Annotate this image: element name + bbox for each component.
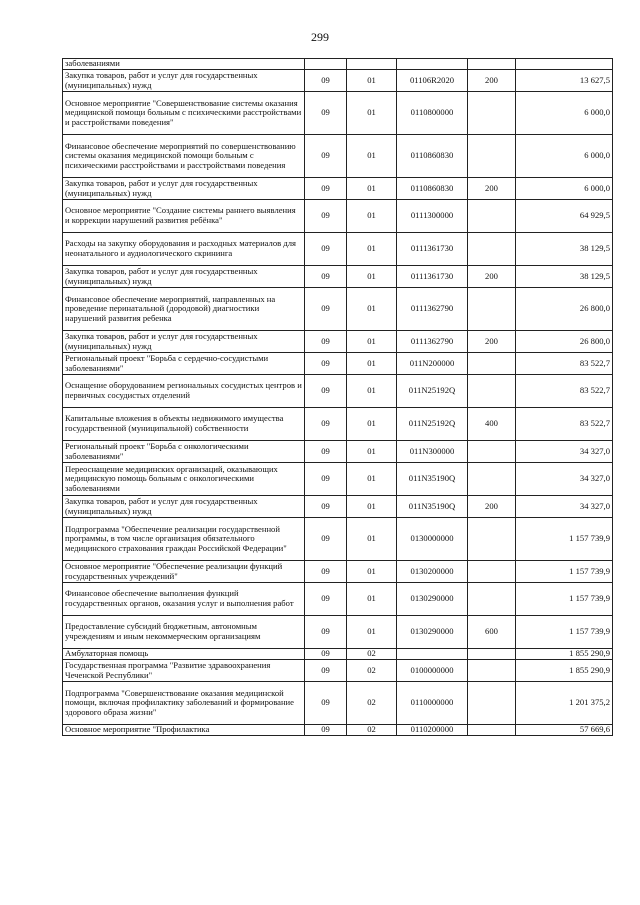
cell-name: Финансовое обеспечение выполнения функций государственных органов, оказания услуг и выполнения работ — [63, 583, 305, 616]
cell-subsection: 01 — [347, 200, 397, 233]
table-row — [63, 375, 613, 408]
cell-subsection: 01 — [347, 441, 397, 463]
cell-expense-type — [468, 353, 516, 375]
cell-name: Закупка товаров, работ и услуг для государственных (муниципальных) нужд — [63, 70, 305, 92]
cell-expense-type: 200 — [468, 496, 516, 518]
cell-amount: 1 201 375,2 — [516, 682, 613, 725]
table-row — [63, 583, 613, 616]
table-row — [63, 463, 613, 496]
cell-section: 09 — [305, 178, 347, 200]
cell-subsection: 01 — [347, 178, 397, 200]
cell-subsection: 01 — [347, 92, 397, 135]
table-row — [63, 353, 613, 375]
cell-subsection: 02 — [347, 725, 397, 736]
cell-target-code: 011N35190Q — [397, 496, 468, 518]
budget-table-body — [63, 59, 613, 736]
cell-target-code: 0100000000 — [397, 660, 468, 682]
cell-name: Переоснащение медицинских организаций, оказывающих медицинскую помощь больным с онкологическими заболеваниями — [63, 463, 305, 496]
cell-section: 09 — [305, 725, 347, 736]
cell-section: 09 — [305, 408, 347, 441]
cell-expense-type — [468, 59, 516, 70]
cell-expense-type — [468, 649, 516, 660]
table-row — [63, 682, 613, 725]
cell-amount: 1 157 739,9 — [516, 583, 613, 616]
cell-amount: 1 855 290,9 — [516, 649, 613, 660]
cell-expense-type: 200 — [468, 178, 516, 200]
cell-subsection: 01 — [347, 583, 397, 616]
cell-section: 09 — [305, 200, 347, 233]
table-row — [63, 518, 613, 561]
cell-amount: 1 157 739,9 — [516, 616, 613, 649]
cell-section: 09 — [305, 441, 347, 463]
cell-section: 09 — [305, 649, 347, 660]
cell-amount: 83 522,7 — [516, 408, 613, 441]
cell-target-code: 011N300000 — [397, 441, 468, 463]
cell-subsection: 01 — [347, 496, 397, 518]
cell-amount: 1 855 290,9 — [516, 660, 613, 682]
cell-amount — [516, 59, 613, 70]
cell-target-code: 01106R2020 — [397, 70, 468, 92]
cell-section: 09 — [305, 233, 347, 266]
cell-subsection: 01 — [347, 518, 397, 561]
table-row — [63, 616, 613, 649]
cell-expense-type — [468, 725, 516, 736]
cell-amount: 34 327,0 — [516, 496, 613, 518]
table-row — [63, 135, 613, 178]
cell-amount: 26 800,0 — [516, 331, 613, 353]
cell-expense-type: 200 — [468, 331, 516, 353]
cell-target-code: 0111362790 — [397, 331, 468, 353]
cell-subsection: 01 — [347, 616, 397, 649]
cell-section: 09 — [305, 288, 347, 331]
table-row — [63, 288, 613, 331]
cell-target-code: 011N25192Q — [397, 408, 468, 441]
cell-amount: 83 522,7 — [516, 375, 613, 408]
page-number: 299 — [311, 30, 329, 44]
table-row — [63, 233, 613, 266]
cell-name: Подпрограмма "Совершенствование оказания медицинской помощи, включая профилактику заболеваний и формирование здорового образа жизни" — [63, 682, 305, 725]
cell-name: заболеваниями — [63, 59, 305, 70]
cell-name: Основное мероприятие "Создание системы раннего выявления и коррекции нарушений развития ребёнка" — [63, 200, 305, 233]
cell-expense-type — [468, 92, 516, 135]
cell-target-code: 0130290000 — [397, 583, 468, 616]
cell-amount: 6 000,0 — [516, 135, 613, 178]
cell-target-code: 011N25192Q — [397, 375, 468, 408]
cell-expense-type — [468, 518, 516, 561]
cell-expense-type — [468, 682, 516, 725]
cell-subsection: 01 — [347, 233, 397, 266]
cell-name: Капитальные вложения в объекты недвижимого имущества государственной (муниципальной) собственности — [63, 408, 305, 441]
cell-expense-type — [468, 441, 516, 463]
table-row — [63, 92, 613, 135]
cell-expense-type — [468, 463, 516, 496]
cell-subsection: 02 — [347, 682, 397, 725]
budget-table — [62, 58, 613, 736]
cell-amount: 1 157 739,9 — [516, 561, 613, 583]
cell-section: 09 — [305, 331, 347, 353]
table-row — [63, 660, 613, 682]
cell-expense-type — [468, 583, 516, 616]
cell-section: 09 — [305, 660, 347, 682]
cell-section: 09 — [305, 561, 347, 583]
cell-subsection: 01 — [347, 331, 397, 353]
cell-name: Амбулаторная помощь — [63, 649, 305, 660]
cell-subsection: 02 — [347, 649, 397, 660]
cell-expense-type — [468, 561, 516, 583]
cell-section: 09 — [305, 353, 347, 375]
table-row — [63, 331, 613, 353]
cell-amount: 38 129,5 — [516, 266, 613, 288]
cell-name: Государственная программа "Развитие здравоохранения Чеченской Республики" — [63, 660, 305, 682]
cell-amount: 13 627,5 — [516, 70, 613, 92]
cell-amount: 34 327,0 — [516, 463, 613, 496]
cell-section: 09 — [305, 92, 347, 135]
cell-expense-type — [468, 200, 516, 233]
cell-name: Основное мероприятие "Профилактика — [63, 725, 305, 736]
cell-section: 09 — [305, 70, 347, 92]
cell-subsection: 01 — [347, 70, 397, 92]
cell-amount: 26 800,0 — [516, 288, 613, 331]
cell-subsection: 01 — [347, 135, 397, 178]
cell-target-code: 0130290000 — [397, 616, 468, 649]
cell-section: 09 — [305, 583, 347, 616]
cell-name: Предоставление субсидий бюджетным, автономным учреждениям и иным некоммерческим организациям — [63, 616, 305, 649]
cell-name: Закупка товаров, работ и услуг для государственных (муниципальных) нужд — [63, 178, 305, 200]
cell-target-code — [397, 59, 468, 70]
cell-target-code: 0110200000 — [397, 725, 468, 736]
cell-amount: 57 669,6 — [516, 725, 613, 736]
cell-amount: 64 929,5 — [516, 200, 613, 233]
cell-target-code: 0130000000 — [397, 518, 468, 561]
cell-target-code: 0111362790 — [397, 288, 468, 331]
cell-section: 09 — [305, 518, 347, 561]
cell-expense-type: 200 — [468, 70, 516, 92]
cell-target-code: 0111361730 — [397, 233, 468, 266]
cell-target-code: 0110000000 — [397, 682, 468, 725]
cell-target-code: 0111361730 — [397, 266, 468, 288]
cell-target-code: 011N200000 — [397, 353, 468, 375]
cell-section: 09 — [305, 496, 347, 518]
cell-name: Закупка товаров, работ и услуг для государственных (муниципальных) нужд — [63, 496, 305, 518]
table-row — [63, 200, 613, 233]
cell-target-code: 0110860830 — [397, 135, 468, 178]
cell-amount: 6 000,0 — [516, 92, 613, 135]
cell-section: 09 — [305, 616, 347, 649]
cell-subsection: 01 — [347, 463, 397, 496]
cell-expense-type — [468, 375, 516, 408]
cell-amount: 6 000,0 — [516, 178, 613, 200]
cell-expense-type: 400 — [468, 408, 516, 441]
cell-target-code: 0110860830 — [397, 178, 468, 200]
cell-subsection — [347, 59, 397, 70]
cell-section: 09 — [305, 135, 347, 178]
table-row — [63, 70, 613, 92]
cell-target-code — [397, 649, 468, 660]
cell-name: Подпрограмма "Обеспечение реализации государственной программы, в том числе организация обязательного медицинского страхования граждан Российской Федерации" — [63, 518, 305, 561]
cell-target-code: 0111300000 — [397, 200, 468, 233]
cell-target-code: 0110800000 — [397, 92, 468, 135]
cell-section: 09 — [305, 682, 347, 725]
cell-subsection: 01 — [347, 266, 397, 288]
cell-name: Основное мероприятие "Совершенствование системы оказания медицинской помощи больным с психическими расстройствами и расстройствами поведения" — [63, 92, 305, 135]
cell-amount: 38 129,5 — [516, 233, 613, 266]
cell-expense-type: 600 — [468, 616, 516, 649]
table-row — [63, 441, 613, 463]
table-row — [63, 266, 613, 288]
cell-subsection: 01 — [347, 353, 397, 375]
cell-expense-type: 200 — [468, 266, 516, 288]
cell-expense-type — [468, 288, 516, 331]
cell-name: Расходы на закупку оборудования и расходных материалов для неонатального и аудиологического скрининга — [63, 233, 305, 266]
cell-expense-type — [468, 660, 516, 682]
cell-target-code: 011N35190Q — [397, 463, 468, 496]
cell-section: 09 — [305, 266, 347, 288]
cell-name: Оснащение оборудованием региональных сосудистых центров и первичных сосудистых отделений — [63, 375, 305, 408]
cell-name: Региональный проект "Борьба с онкологическими заболеваниями" — [63, 441, 305, 463]
cell-subsection: 01 — [347, 408, 397, 441]
cell-subsection: 01 — [347, 288, 397, 331]
table-row — [63, 561, 613, 583]
cell-name: Основное мероприятие "Обеспечение реализации функций государственных учреждений" — [63, 561, 305, 583]
cell-name: Финансовое обеспечение мероприятий по совершенствованию системы оказания медицинской помощи больным с психическими расстройствами и расстройствами поведения — [63, 135, 305, 178]
cell-section: 09 — [305, 375, 347, 408]
table-row — [63, 178, 613, 200]
table-row — [63, 725, 613, 736]
cell-amount: 1 157 739,9 — [516, 518, 613, 561]
cell-amount: 34 327,0 — [516, 441, 613, 463]
cell-name: Закупка товаров, работ и услуг для государственных (муниципальных) нужд — [63, 331, 305, 353]
cell-subsection: 01 — [347, 561, 397, 583]
cell-amount: 83 522,7 — [516, 353, 613, 375]
cell-section: 09 — [305, 463, 347, 496]
cell-subsection: 01 — [347, 375, 397, 408]
cell-expense-type — [468, 135, 516, 178]
cell-target-code: 0130200000 — [397, 561, 468, 583]
cell-section — [305, 59, 347, 70]
table-row — [63, 59, 613, 70]
table-row — [63, 496, 613, 518]
cell-expense-type — [468, 233, 516, 266]
table-row — [63, 649, 613, 660]
cell-name: Финансовое обеспечение мероприятий, направленных на проведение перинатальной (дородовой) диагностики нарушений развития ребенка — [63, 288, 305, 331]
cell-name: Закупка товаров, работ и услуг для государственных (муниципальных) нужд — [63, 266, 305, 288]
cell-name: Региональный проект "Борьба с сердечно-сосудистыми заболеваниями" — [63, 353, 305, 375]
table-row — [63, 408, 613, 441]
cell-subsection: 02 — [347, 660, 397, 682]
